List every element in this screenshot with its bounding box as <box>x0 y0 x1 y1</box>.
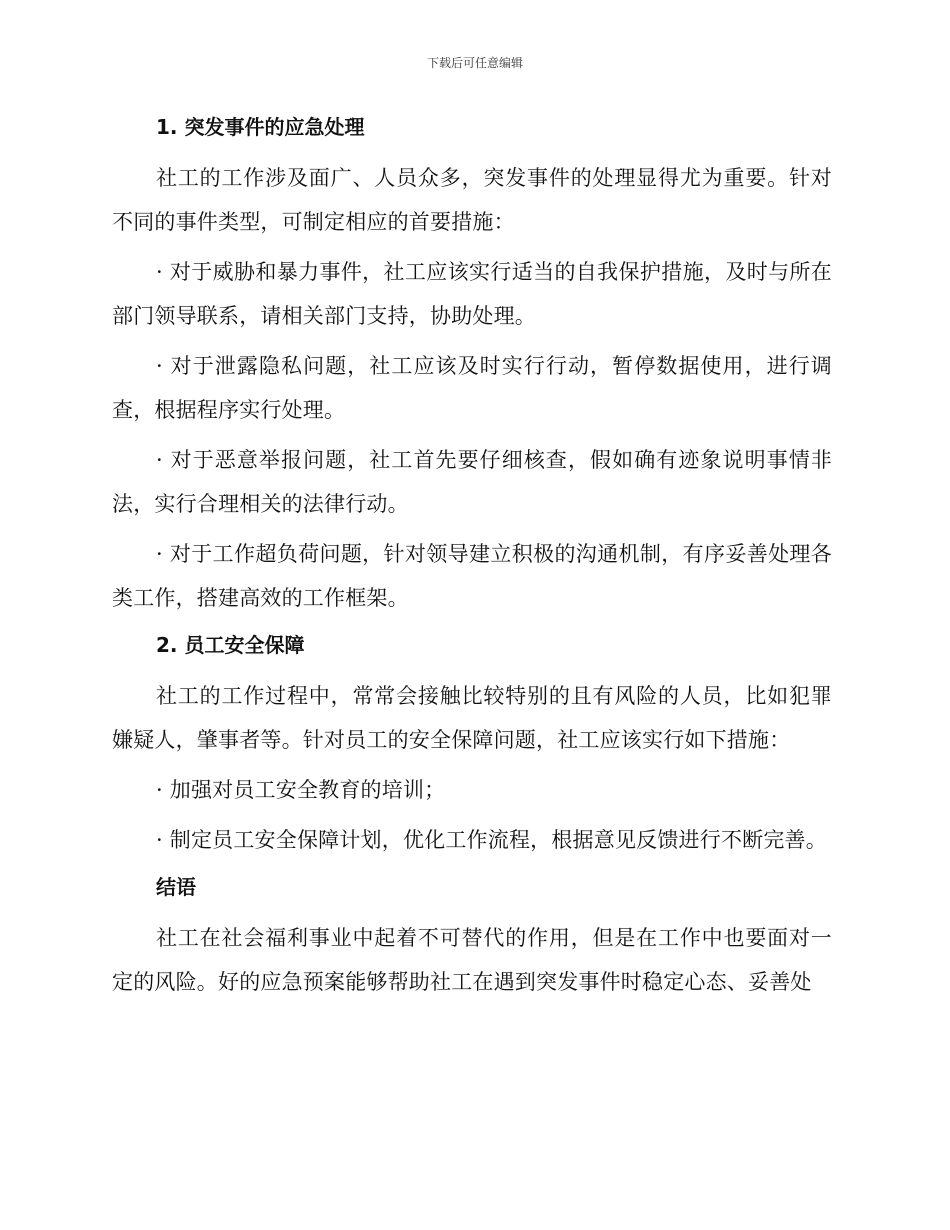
paragraph-staff-safety-intro: 社工的工作过程中，常常会接触比较特别的且有风险的人员，比如犯罪嫌疑人，肇事者等。针对员工的安全保障问题，社工应该实行如下措施： <box>112 684 832 752</box>
bullet-safety-training: · 加强对员工安全教育的培训； <box>156 778 446 802</box>
section-heading-emergency: 1. 突发事件的应急处理 <box>156 115 365 139</box>
document-body <box>112 108 832 1010</box>
bullet-work-overload: · 对于工作超负荷问题，针对领导建立积极的沟通机制，有序妥善处理各类工作，搭建高效的工作框架。 <box>112 542 832 610</box>
section-heading-conclusion: 结语 <box>156 875 196 899</box>
bullet-malicious-report: · 对于恶意举报问题，社工首先要仔细核查，假如确有迹象说明事情非法，实行合理相关的法律行动。 <box>112 448 832 516</box>
section-heading-staff-safety: 2. 员工安全保障 <box>156 633 305 657</box>
bullet-privacy-leak: · 对于泄露隐私问题，社工应该及时实行行动，暂停数据使用，进行调查，根据程序实行处理。 <box>112 354 832 422</box>
paragraph-conclusion: 社工在社会福利事业中起着不可替代的作用，但是在工作中也要面对一定的风险。好的应急预案能够帮助社工在遇到突发事件时稳定心态、妥善处 <box>112 926 832 994</box>
paragraph-emergency-intro: 社工的工作涉及面广、人员众多，突发事件的处理显得尤为重要。针对不同的事件类型，可制定相应的首要措施： <box>112 166 832 234</box>
bullet-safety-plan: · 制定员工安全保障计划，优化工作流程，根据意见反馈进行不断完善。 <box>156 828 827 852</box>
bullet-threat-violence: · 对于威胁和暴力事件，社工应该实行适当的自我保护措施，及时与所在部门领导联系，请相关部门支持，协助处理。 <box>112 260 832 328</box>
page-header-note: 下载后可任意编辑 <box>426 56 523 70</box>
